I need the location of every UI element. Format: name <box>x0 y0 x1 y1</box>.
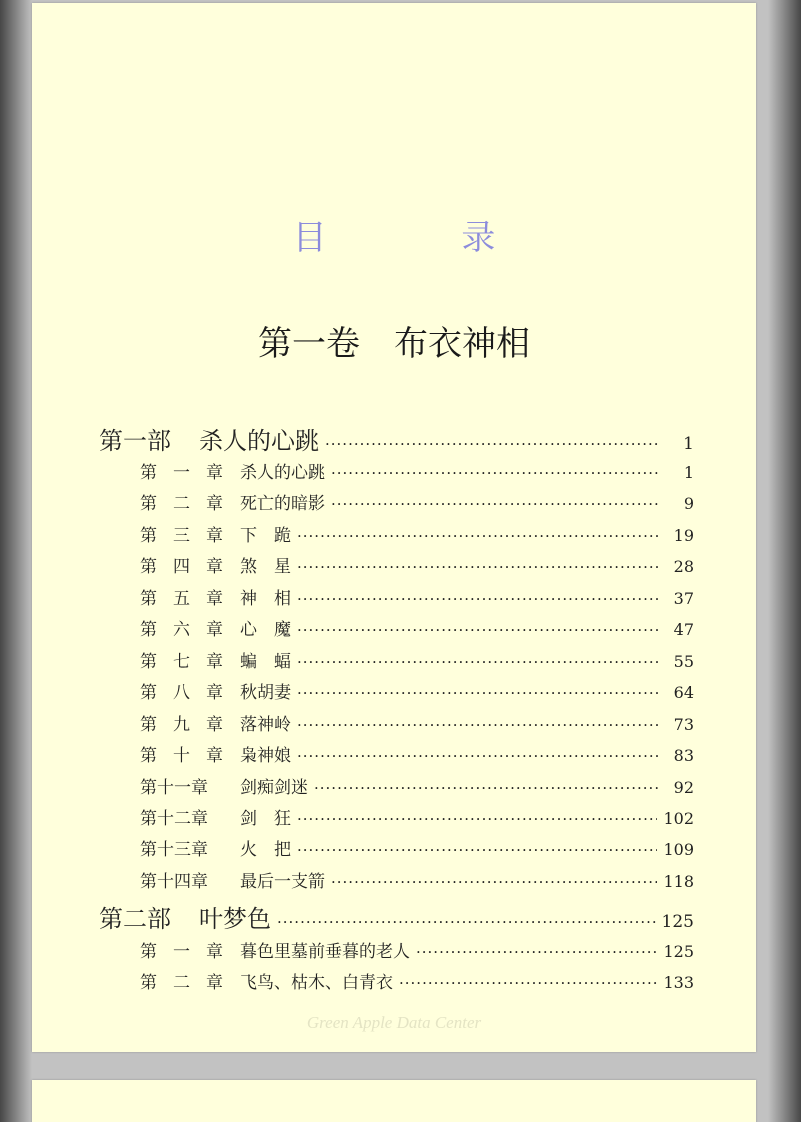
toc-entry-title: 死亡的暗影 <box>240 494 325 514</box>
toc-chapter-row[interactable] <box>140 521 694 547</box>
toc-leader-dots <box>297 621 660 639</box>
toc-entry-number: 第十章 <box>140 746 239 766</box>
toc-chapter-row[interactable] <box>140 804 694 830</box>
toc-page-number: 73 <box>673 715 694 734</box>
toc-entry-label <box>140 521 291 546</box>
toc-entry-label <box>140 968 393 993</box>
toc-entry-title: 火 把 <box>240 840 291 860</box>
toc-entry-number: 第十二章 <box>140 809 208 829</box>
toc-leader-dots <box>297 527 660 545</box>
toc-entry-title: 下 跪 <box>240 526 291 546</box>
watermark: Green Apple Data Center <box>306 1013 482 1032</box>
toc-leader-dots <box>297 558 660 576</box>
toc-entry-title: 暮色里墓前垂暮的老人 <box>240 942 410 962</box>
toc-page-number: 92 <box>673 778 694 797</box>
toc-leader-dots <box>297 684 660 702</box>
toc-entry-number: 第八章 <box>140 683 239 703</box>
toc-entry-label <box>140 741 291 766</box>
toc-entry-number: 第五章 <box>140 589 239 609</box>
toc-title: 目 录 <box>292 218 558 258</box>
toc-entry-number: 第一章 <box>140 463 239 483</box>
toc-entry-label <box>140 835 291 860</box>
toc-page-number: 83 <box>673 746 694 765</box>
toc-part-row[interactable] <box>99 421 694 455</box>
toc-chapter-row[interactable] <box>140 937 694 963</box>
toc-entry-label <box>99 421 319 456</box>
toc-page-number: 9 <box>683 494 694 513</box>
toc-page-number: 125 <box>661 912 694 932</box>
toc-entry-number: 第二章 <box>140 494 239 514</box>
volume-title: 第一卷 布衣神相 <box>258 324 530 364</box>
toc-leader-dots <box>297 716 660 734</box>
toc-entry-number: 第二部 <box>99 905 171 933</box>
toc-entry-title: 剑痴剑迷 <box>240 778 308 798</box>
toc-leader-dots <box>314 779 660 797</box>
toc-chapter-row[interactable] <box>140 552 694 578</box>
toc-chapter-row[interactable] <box>140 773 694 799</box>
toc-chapter-row[interactable] <box>140 835 694 861</box>
toc-entry-label <box>140 584 291 609</box>
toc-page-number: 125 <box>663 942 694 961</box>
toc-entry-number: 第十四章 <box>140 872 208 892</box>
toc-leader-dots <box>297 747 660 765</box>
toc-entry-label <box>140 647 291 672</box>
toc-entry-title: 飞鸟、枯木、白青衣 <box>240 973 393 993</box>
document-page <box>32 3 756 1052</box>
toc-entry-title: 叶梦色 <box>199 905 271 933</box>
toc-entry-label <box>140 678 291 703</box>
toc-entry-title: 秋胡妻 <box>240 683 291 703</box>
toc-entry-title: 杀人的心跳 <box>199 427 319 455</box>
toc-page-number: 1 <box>683 463 694 482</box>
toc-page-number: 133 <box>663 973 694 992</box>
toc-leader-dots <box>416 943 657 961</box>
toc-chapter-row[interactable] <box>140 584 694 610</box>
toc-chapter-row[interactable] <box>140 489 694 515</box>
toc-entry-label <box>140 773 308 798</box>
toc-page-number: 47 <box>673 620 694 639</box>
toc-entry-title: 煞 星 <box>240 557 291 577</box>
toc-entry-label <box>140 552 291 577</box>
toc-chapter-row[interactable] <box>140 867 694 893</box>
toc-chapter-row[interactable] <box>140 647 694 673</box>
toc-entry-label <box>140 867 325 892</box>
toc-page-number: 1 <box>683 434 694 454</box>
next-document-page <box>32 1080 756 1122</box>
toc-leader-dots <box>331 873 657 891</box>
toc-entry-number: 第一章 <box>140 942 239 962</box>
toc-entry-label <box>140 710 291 735</box>
toc-entry-number: 第十三章 <box>140 840 208 860</box>
toc-leader-dots <box>297 653 660 671</box>
toc-entry-title: 枭神娘 <box>240 746 291 766</box>
toc-entry-number: 第四章 <box>140 557 239 577</box>
toc-entry-title: 落神岭 <box>240 715 291 735</box>
toc-entry-label <box>140 489 325 514</box>
toc-page-number: 28 <box>673 557 694 576</box>
toc-entry-title: 杀人的心跳 <box>240 463 325 483</box>
toc-part-row[interactable] <box>99 899 694 933</box>
toc-chapter-row[interactable] <box>140 615 694 641</box>
toc-chapter-row[interactable] <box>140 968 694 994</box>
toc-chapter-row[interactable] <box>140 741 694 767</box>
toc-entry-number: 第十一章 <box>140 778 208 798</box>
toc-entry-title: 剑 狂 <box>240 809 291 829</box>
toc-leader-dots <box>297 590 660 608</box>
toc-leader-dots <box>297 841 657 859</box>
toc-entry-title: 神 相 <box>240 589 291 609</box>
toc-entry-title: 心 魔 <box>240 620 291 640</box>
toc-entry-number: 第一部 <box>99 427 171 455</box>
toc-chapter-row[interactable] <box>140 458 694 484</box>
toc-entry-number: 第九章 <box>140 715 239 735</box>
toc-entry-title: 最后一支箭 <box>240 872 325 892</box>
toc-leader-dots <box>399 974 657 992</box>
toc-entry-title: 蝙 蝠 <box>240 652 291 672</box>
toc-page-number: 102 <box>663 809 694 828</box>
toc-page-number: 37 <box>673 589 694 608</box>
toc-chapter-row[interactable] <box>140 678 694 704</box>
toc-entry-label <box>140 804 291 829</box>
toc-entry-label <box>99 899 271 934</box>
toc-leader-dots <box>277 913 656 931</box>
toc-entry-label <box>140 458 325 483</box>
toc-page-number: 64 <box>673 683 694 702</box>
toc-leader-dots <box>325 435 660 453</box>
toc-leader-dots <box>297 810 657 828</box>
toc-leader-dots <box>331 495 660 513</box>
toc-page-number: 55 <box>673 652 694 671</box>
toc-entry-number: 第二章 <box>140 973 239 993</box>
toc-entry-number: 第六章 <box>140 620 239 640</box>
toc-page-number: 118 <box>663 872 694 891</box>
toc-page-number: 109 <box>663 840 694 859</box>
toc-chapter-row[interactable] <box>140 710 694 736</box>
toc-entry-number: 第三章 <box>140 526 239 546</box>
toc-leader-dots <box>331 464 660 482</box>
toc-entry-label <box>140 937 410 962</box>
toc-page-number: 19 <box>673 526 694 545</box>
toc-entry-label <box>140 615 291 640</box>
toc-entry-number: 第七章 <box>140 652 239 672</box>
